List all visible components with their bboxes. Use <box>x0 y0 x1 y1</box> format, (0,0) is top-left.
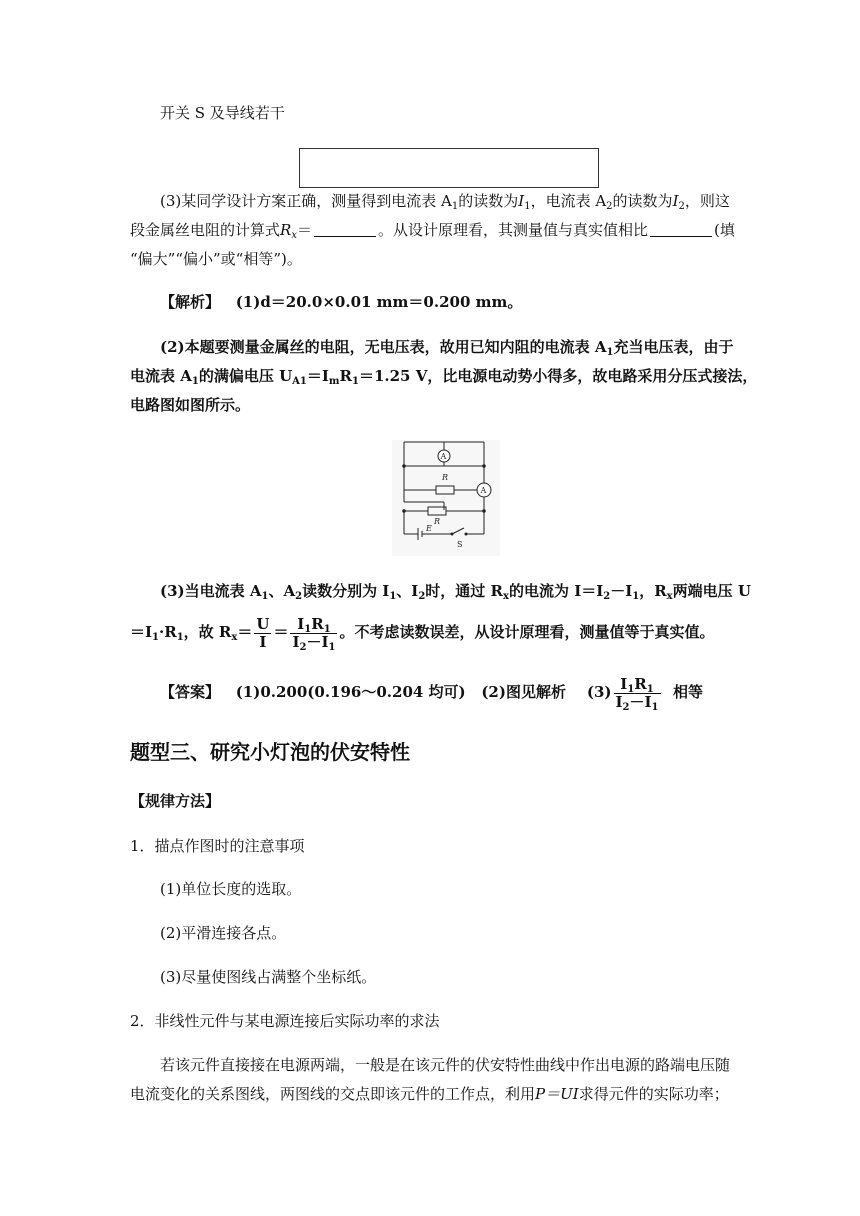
method-1-item-3: (3)尽量使图线占满整个坐标纸。 <box>160 968 377 986</box>
label-r: R <box>434 517 441 526</box>
answer-fraction: $\frac{I_1R_1}{I_2-I_1}$ <box>615 674 659 713</box>
circuit-svg <box>392 440 500 556</box>
analysis-label: 【解析】 <box>160 293 221 311</box>
analysis-p3-line-1: (3)当电流表 $A_1$、$A_2$读数分别为 $I_1$、$I_2$时，通过 $R_x$的电流为 $I=I_2-I_1$，$R_x$两端电压 U <box>160 582 751 602</box>
fraction-i1r1-over-i2-i1: $\frac{I_1R_1}{I_2-I_1}$ <box>292 614 336 653</box>
analysis-p3-line-2: $=I_1\cdot R_1$，故 $R_x=$ $\frac{U}{I}$ ＝ $\frac{I_1R_1}{I_2-I_1}$ 。不考虑读数误差，从设计原理看，测量值等于真实值。 <box>130 614 715 653</box>
analysis-p1: 【解析】 (1)d＝20.0×0.01 mm＝0.200 mm。 <box>160 293 523 311</box>
label-a1: A <box>440 452 447 461</box>
method-1-title: 1．描点作图时的注意事项 <box>130 837 305 855</box>
method-2-line-2: 电流变化的关系图线，两图线的交点即该元件的工作点，利用P＝UI求得元件的实际功率； <box>130 1085 729 1103</box>
q3-line-3: “偏大”“偏小”或“相等”)。 <box>130 250 302 268</box>
method-1-item-2: (2)平滑连接各点。 <box>160 924 287 942</box>
switch-line: 开关 S 及导线若干 <box>160 104 285 122</box>
method-2-line-1: 若该元件直接接在电源两端，一般是在该元件的伏安特性曲线中作出电源的路端电压随 <box>160 1056 731 1074</box>
label-rx: R <box>442 473 449 482</box>
method-1-item-1: (1)单位长度的选取。 <box>160 880 302 898</box>
label-a2: A <box>480 486 487 495</box>
circuit-diagram <box>392 440 500 556</box>
analysis-p2-line-3: 电路图如图所示。 <box>130 396 251 414</box>
analysis-p2-line-1: (2)本题要测量金属丝的电阻，无电压表，故用已知内阻的电流表 $A_1$充当电压表，由于 <box>160 338 734 358</box>
label-e: E <box>426 524 432 533</box>
fraction-u-over-i: $\frac{U}{I}$ <box>256 614 270 651</box>
blank-1 <box>314 222 376 237</box>
label-s: S <box>457 540 463 549</box>
answer-box <box>299 148 599 188</box>
method-label: 【规律方法】 <box>130 792 221 810</box>
q3-line-1: (3)某同学设计方案正确，测量得到电流表 $A_1$的读数为$I_1$，电流表 $A_2$的读数为$I_2$，则这 <box>160 192 730 212</box>
answer-label: 【答案】 <box>160 683 221 701</box>
method-2-title: 2．非线性元件与某电源连接后实际功率的求法 <box>130 1012 440 1030</box>
q3-line-2: 段金属丝电阻的计算式$R_x=$ 。从设计原理看，其测量值与真实值相比 (填 <box>130 221 735 241</box>
section-heading: 题型三、研究小灯泡的伏安特性 <box>130 740 410 764</box>
blank-2 <box>650 222 712 237</box>
analysis-p2-line-2: 电流表 $A_1$的满偏电压 $U_{A1}=I_mR_1=1.25$ V，比电源电动势小得多，故电路采用分压式接法， <box>130 367 758 387</box>
answer-line: 【答案】 (1)0.200(0.196～0.204 均可) (2)图见解析 (3) $\frac{I_1R_1}{I_2-I_1}$ 相等 <box>160 674 703 713</box>
